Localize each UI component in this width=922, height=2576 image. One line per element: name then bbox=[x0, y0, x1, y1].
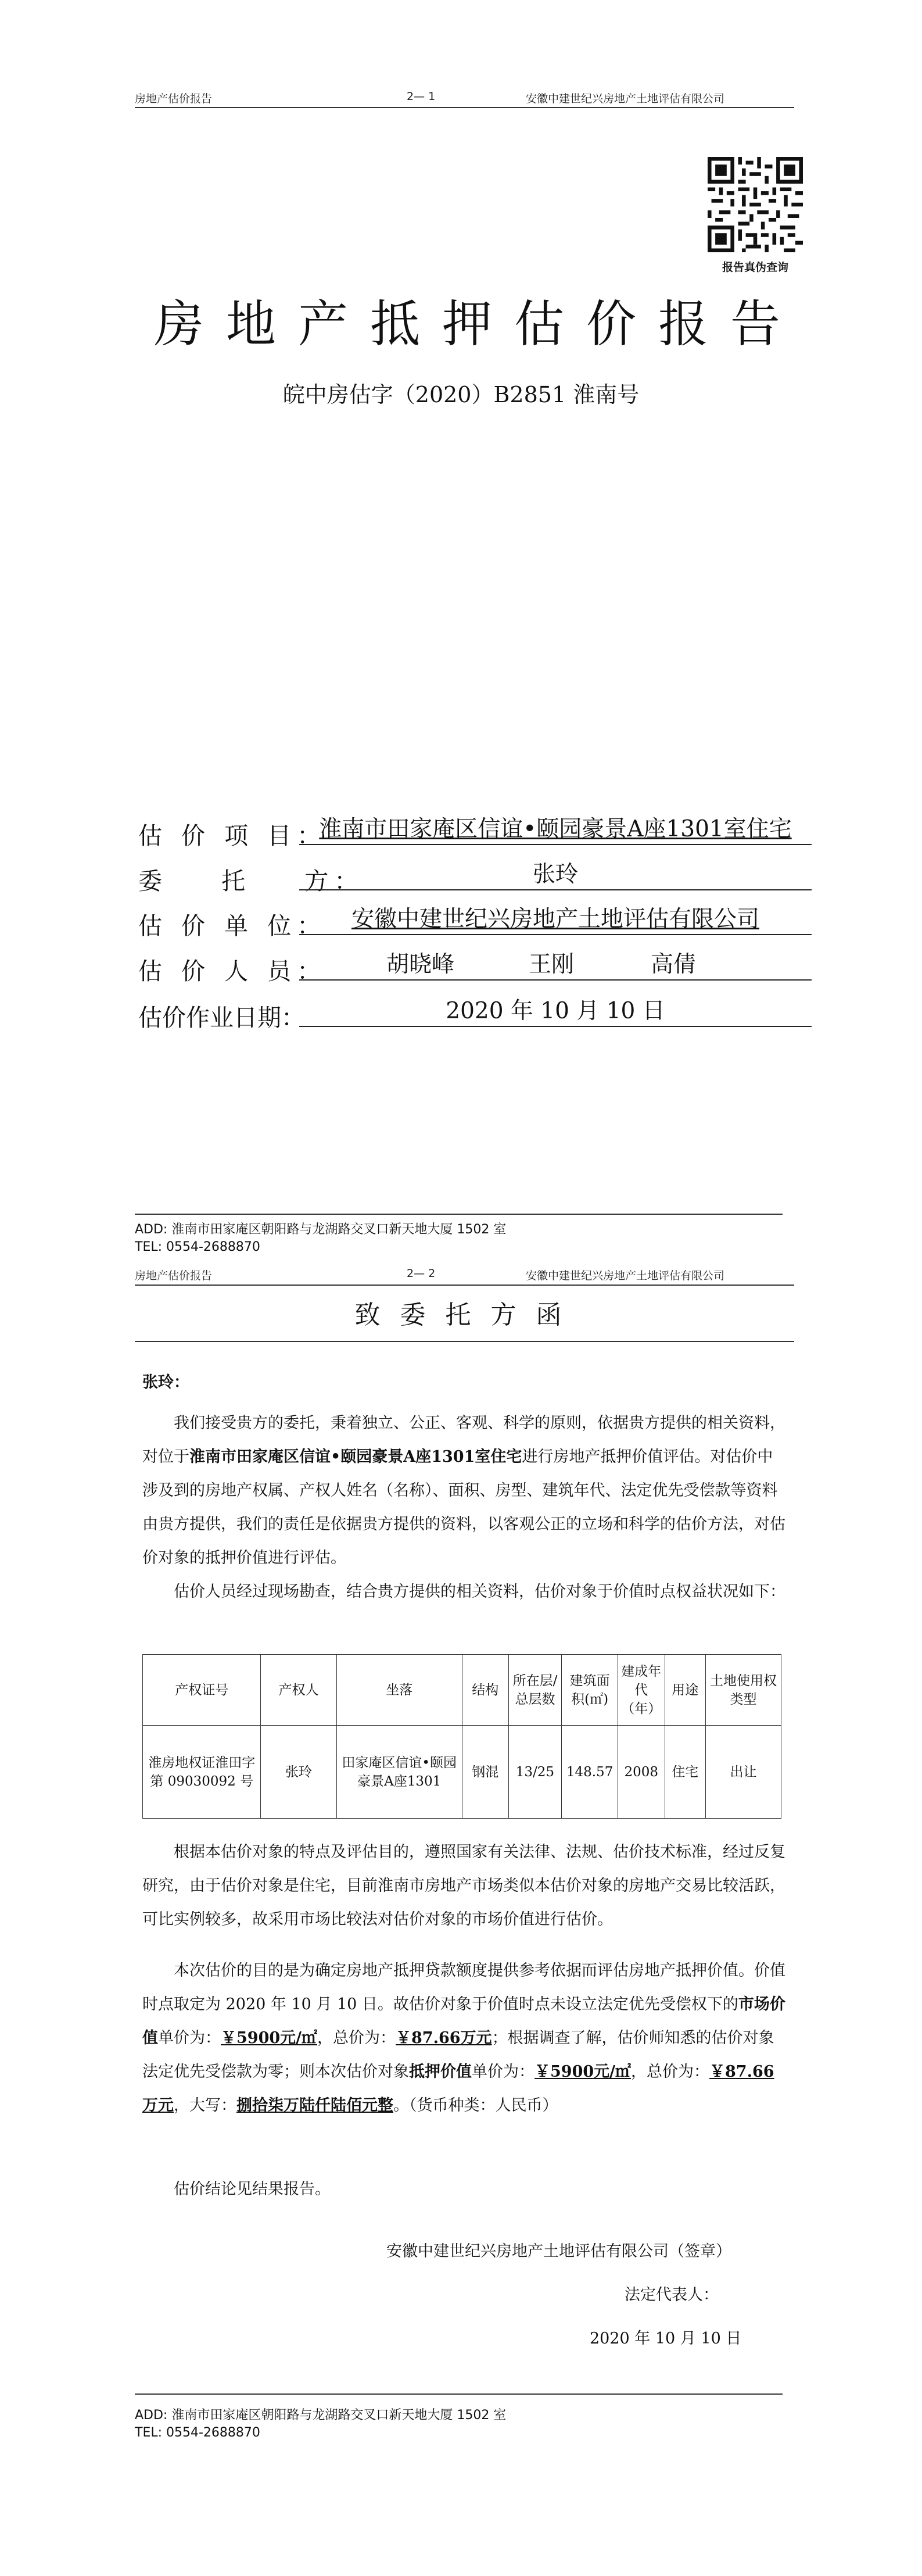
field-value-appraiser-unit: 安徽中建世纪兴房地产土地评估有限公司 bbox=[299, 905, 812, 935]
field-value-date: 2020 年 10 月 10 日 bbox=[299, 997, 812, 1027]
field-value-appraisers bbox=[299, 950, 812, 981]
property-location: 淮南市田家庵区信谊•颐园豪景A座1301室住宅 bbox=[189, 1448, 522, 1466]
table-cell: 淮房地权证淮田字第 09030092 号 bbox=[143, 1726, 261, 1819]
paragraph-4-a: 本次估价的目的是为确定房地产抵押贷款额度提供参考依据而评估房地产抵押价值。价值时点取定为 2020 年 10 月 10 日。故估价对象于价值时点未设立法定优先受偿权下的 bbox=[142, 1962, 785, 2013]
amount-in-words: 捌拾柒万陆仟陆佰元整 bbox=[236, 2096, 393, 2115]
header-company: 安徽中建世纪兴房地产土地评估有限公司 bbox=[526, 1269, 725, 1282]
table-row bbox=[143, 1726, 781, 1819]
table-header-row bbox=[143, 1655, 781, 1726]
paragraph-4-i: 单价为： bbox=[472, 2063, 534, 2081]
header-left: 房地产估价报告 bbox=[135, 1269, 213, 1282]
table-header-cell: 用途 bbox=[665, 1655, 705, 1726]
header-left: 房地产估价报告 bbox=[135, 92, 213, 105]
signature-date: 2020 年 10 月 10 日 bbox=[590, 2330, 742, 2348]
paragraph-2: 估价人员经过现场勘查，结合贵方提供的相关资料，估价对象于价值时点权益状况如下： bbox=[174, 1583, 785, 1601]
paragraph-4-e: ，总价为： bbox=[317, 2029, 396, 2047]
paragraph-1-a: 我们接受贵方的委托，秉着独立、公正、客观、科学的原则，依据贵方提供的相关资料，对位于 bbox=[142, 1414, 785, 1466]
paragraph-1-c: 进行房地产抵押价值评估。对估价中涉及到的房地产权属、产权人姓名（名称）、面积、房型、建筑年代、法定优先受偿款等资料由贵方提供，我们的责任是依据贵方提供的资料，以客观公正的立场和科学的估价方法，对估价对象的抵押价值进行评估。 bbox=[142, 1448, 785, 1567]
market-unit-price: ￥5900元/㎡ bbox=[221, 2029, 318, 2047]
rights-table bbox=[142, 1654, 781, 1819]
mortgage-unit-price: ￥5900元/㎡ bbox=[534, 2063, 632, 2081]
footer-rule bbox=[135, 2393, 783, 2395]
table-header-cell: 所在层/总层数 bbox=[508, 1655, 562, 1726]
header-rule bbox=[135, 107, 794, 108]
table-cell: 出让 bbox=[705, 1726, 781, 1819]
footer-address: ADD: 淮南市田家庵区朝阳路与龙湖路交叉口新天地大厦 1502 室 bbox=[135, 1222, 507, 1237]
header-rule bbox=[135, 1285, 794, 1286]
paragraph-4-g: ；根据调查了解，估价师知悉的估价对象法定优先受偿款为零；则本次估价对象 bbox=[142, 2029, 774, 2081]
footer-tel: TEL: 0554-2688870 bbox=[135, 2425, 260, 2440]
field-label-client: 委 托 方： bbox=[138, 867, 364, 895]
table-header-cell: 建筑面积(㎡) bbox=[562, 1655, 618, 1726]
field-value-project: 淮南市田家庵区信谊•颐园豪景A座1301室住宅 bbox=[299, 815, 812, 845]
table-cell: 13/25 bbox=[508, 1726, 562, 1819]
paragraph-4-k: ，总价为： bbox=[631, 2063, 710, 2081]
appraiser-name: 高倩 bbox=[651, 951, 697, 978]
table-cell: 张玲 bbox=[261, 1726, 336, 1819]
market-value-label: 市场价值 bbox=[142, 1995, 785, 2047]
market-total-price: ￥87.66万元 bbox=[396, 2029, 492, 2047]
table-header-cell: 土地使用权类型 bbox=[705, 1655, 781, 1726]
paragraph-3: 根据本估价对象的特点及评估目的，遵照国家有关法律、法规、估价技术标准，经过反复研究，由于估价对象是住宅，目前淮南市房地产市场类似本估价对象的房地产交易比较活跃，可比实例较多，故采用市场比较法对估价对象的市场价值进行估价。 bbox=[142, 1843, 785, 1929]
field-label-project: 估 价 项 目： bbox=[138, 822, 327, 850]
table-cell: 田家庵区信谊•颐园豪景A座1301 bbox=[336, 1726, 462, 1819]
signature-representative: 法定代表人： bbox=[625, 2286, 719, 2304]
field-label-date: 估价作业日期： bbox=[138, 1004, 305, 1032]
qr-code-icon[interactable] bbox=[708, 157, 803, 252]
paragraph-4-c: 单价为： bbox=[158, 2029, 221, 2047]
header-page-number: 2— 2 bbox=[407, 1267, 436, 1280]
header-company: 安徽中建世纪兴房地产土地评估有限公司 bbox=[526, 92, 725, 105]
table-cell: 钢混 bbox=[462, 1726, 508, 1819]
footer-rule bbox=[135, 1214, 783, 1215]
report-title: 房地产抵押估价报告 bbox=[154, 295, 802, 353]
title-rule bbox=[135, 1341, 794, 1342]
qr-caption: 报告真伪查询 bbox=[722, 261, 788, 274]
paragraph-1 bbox=[142, 1407, 787, 1575]
mortgage-value-label: 抵押价值 bbox=[409, 2063, 472, 2081]
signature-company: 安徽中建世纪兴房地产土地评估有限公司（签章） bbox=[386, 2242, 731, 2260]
field-label-appraiser-unit: 估 价 单 位： bbox=[138, 912, 327, 940]
paragraph-4-o: 。（货币种类：人民币） bbox=[393, 2096, 558, 2115]
letter-title: 致 委 托 方 函 bbox=[354, 1300, 568, 1330]
footer-address: ADD: 淮南市田家庵区朝阳路与龙湖路交叉口新天地大厦 1502 室 bbox=[135, 2408, 507, 2423]
mortgage-total-price: ￥87.66万元 bbox=[142, 2063, 774, 2115]
table-header-cell: 产权人 bbox=[261, 1655, 336, 1726]
table-cell: 住宅 bbox=[665, 1726, 705, 1819]
paragraph-4 bbox=[142, 1954, 787, 2123]
appraiser-name: 胡晓峰 bbox=[386, 951, 455, 978]
footer-tel: TEL: 0554-2688870 bbox=[135, 1240, 260, 1254]
header-page-number: 2— 1 bbox=[407, 90, 436, 103]
paragraph-5: 估价结论见结果报告。 bbox=[174, 2180, 331, 2198]
field-label-appraisers: 估 价 人 员： bbox=[138, 957, 327, 985]
table-cell: 2008 bbox=[618, 1726, 665, 1819]
table-header-cell: 结构 bbox=[462, 1655, 508, 1726]
report-number: 皖中房估字（2020）B2851 淮南号 bbox=[282, 382, 640, 407]
table-cell: 148.57 bbox=[562, 1726, 618, 1819]
salutation: 张玲： bbox=[142, 1373, 189, 1391]
paragraph-4-m: ，大写： bbox=[174, 2096, 236, 2115]
field-value-client: 张玲 bbox=[299, 860, 812, 890]
table-header-cell: 建成年代（年） bbox=[618, 1655, 665, 1726]
appraiser-name: 王刚 bbox=[529, 951, 575, 978]
table-header-cell: 坐落 bbox=[336, 1655, 462, 1726]
table-header-cell: 产权证号 bbox=[143, 1655, 261, 1726]
